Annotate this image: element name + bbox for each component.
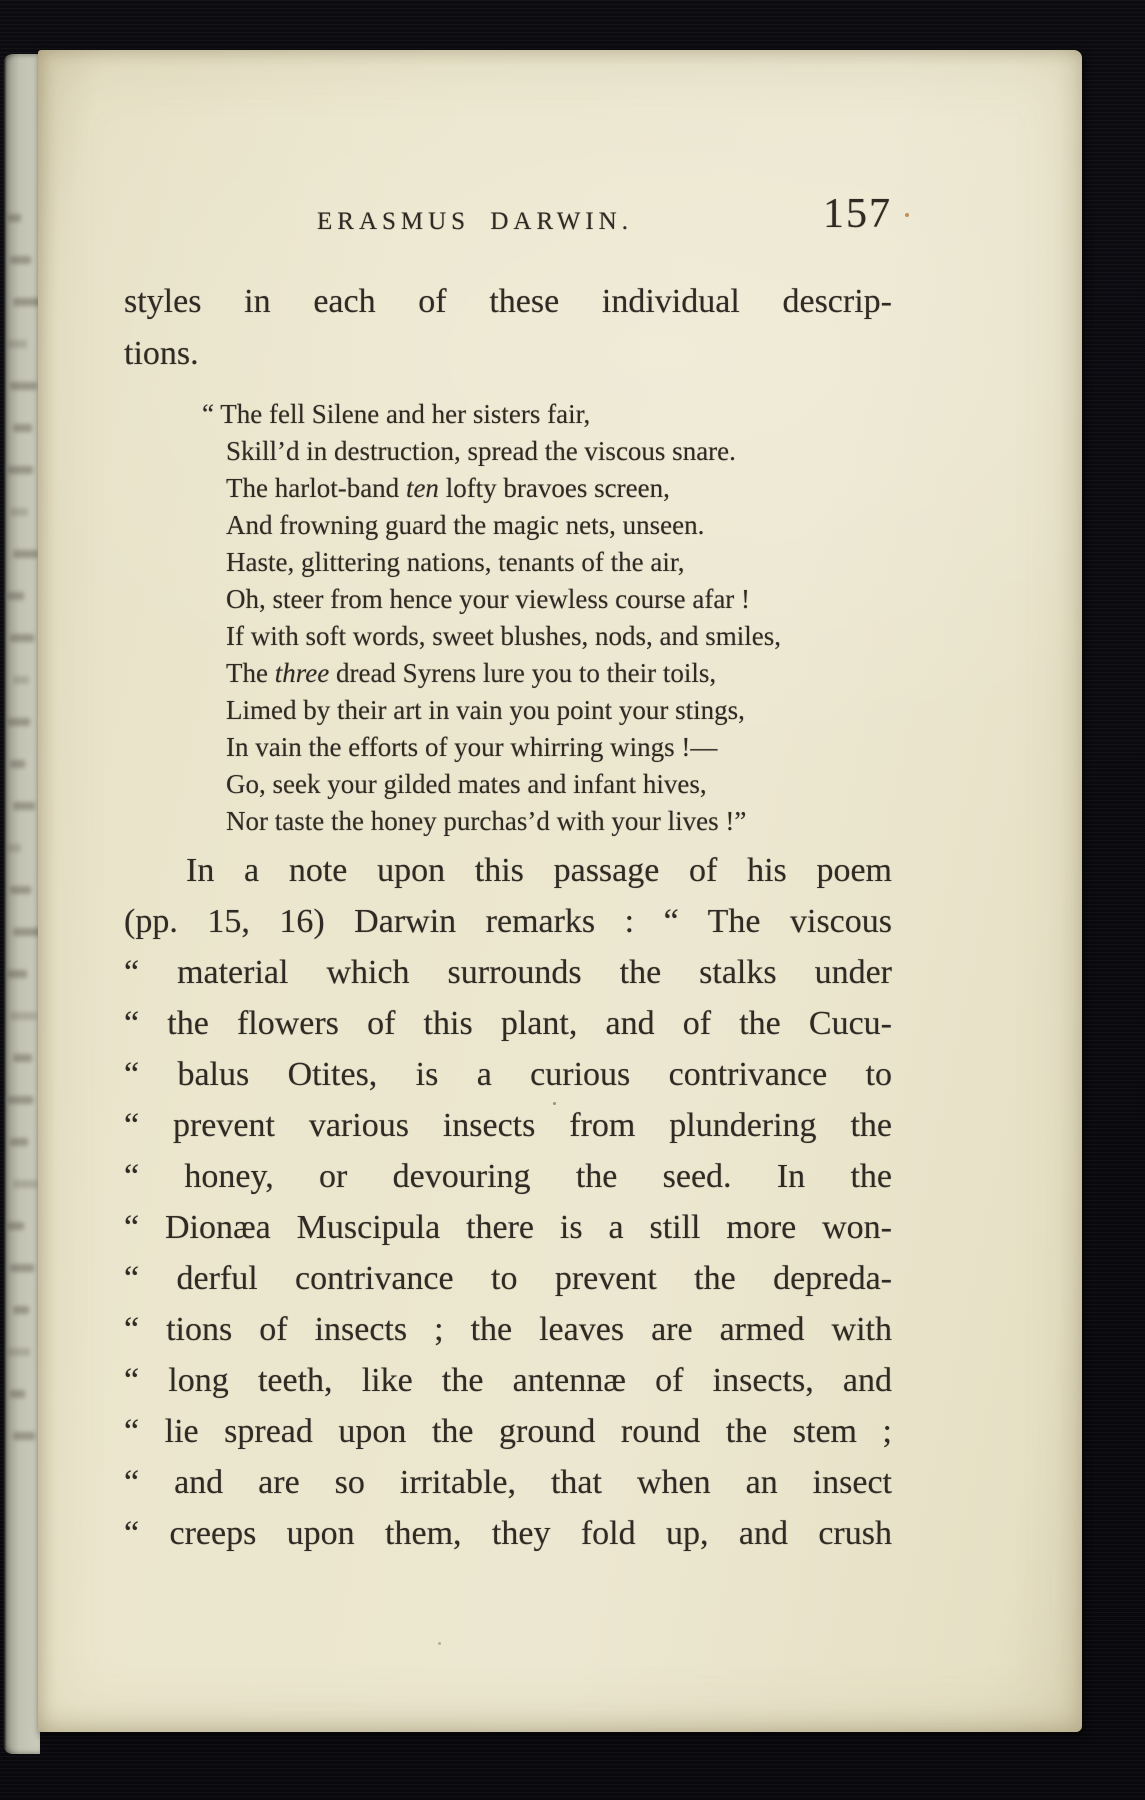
page-edge-text-ghost [13, 550, 38, 558]
poem-line [202, 766, 902, 803]
page-edge-text-ghost [7, 1222, 24, 1230]
poem-line [202, 470, 902, 507]
page-edge-text-ghost [10, 634, 34, 642]
page-edge-text-ghost [7, 592, 24, 600]
poem-text: Nor taste the honey purchas’d with your lives !” [226, 806, 747, 836]
opening-paragraph [124, 276, 892, 380]
paragraph-line: “ material which surrounds the stalks under [124, 954, 892, 991]
poem-text: Haste, glittering nations, tenants of the air, [226, 547, 685, 577]
poem-text: Limed by their art in vain you point your stings, [226, 695, 745, 725]
page-edge-text-ghost [7, 1096, 33, 1104]
poem-line [202, 396, 902, 433]
poem-text: Skill’d in destruction, spread the viscous snare. [226, 436, 736, 466]
page-edge-text-ghost [10, 760, 25, 768]
page-edge-text-ghost [7, 1348, 30, 1356]
page-edge-text-ghost [13, 802, 35, 810]
poem-line [202, 507, 902, 544]
page-edge-text-ghost [10, 1138, 28, 1146]
paragraph-line: “ and are so irritable, that when an insect [124, 1464, 892, 1501]
poem-text: “ The fell Silene and her sisters fair, [202, 399, 591, 429]
poem-line [202, 581, 902, 618]
poem-line [202, 544, 902, 581]
page-edge-text-ghost [10, 508, 28, 516]
page-edge-text-ghost [10, 1012, 37, 1020]
poem-line [202, 729, 902, 766]
page-edge-text-ghost [13, 676, 29, 684]
poem-line [202, 655, 902, 692]
left-page-edge-stack [3, 54, 40, 1754]
paragraph-line: “ balus Otites, is a curious contrivance to [124, 1056, 892, 1093]
poem-text: The [226, 658, 275, 688]
paper-speck [905, 213, 909, 217]
poem-line [202, 618, 902, 655]
poem-text: lofty bravoes screen, [438, 473, 670, 503]
paragraph-line: “ lie spread upon the ground round the stem ; [124, 1413, 892, 1450]
page-edge-text-ghost [13, 1432, 35, 1440]
page-edge-text-ghost [10, 886, 31, 894]
page-edge-text-ghost [10, 1264, 34, 1272]
poem-text: The harlot-band [226, 473, 406, 503]
paragraph-line: In a note upon this passage of his poem [186, 852, 892, 889]
paragraph-line: “ derful contrivance to prevent the depreda- [124, 1260, 892, 1297]
page-number: 157 [823, 191, 892, 237]
poem-line [202, 433, 902, 470]
paragraph-line: styles in each of these individual descrip- [124, 283, 892, 320]
poem-text: If with soft words, sweet blushes, nods, and smiles, [226, 621, 781, 651]
page-edge-text-ghost [7, 340, 27, 348]
page-edge-text-ghost [10, 382, 37, 390]
page-edge-text-ghost [13, 1306, 29, 1314]
paragraph-line: “ prevent various insects from plundering the [124, 1107, 892, 1144]
poem-text: In vain the efforts of your whirring wings !— [226, 732, 718, 762]
page-edge-text-ghost [7, 970, 27, 978]
page-edge-text-ghost [7, 466, 33, 474]
page-edge-text-ghost [10, 1390, 25, 1398]
page-edge-text-ghost [7, 844, 21, 852]
poem-italic-word: three [274, 658, 330, 688]
note-paragraph [124, 845, 892, 1559]
page-edge-text-ghost [7, 214, 21, 222]
page-edge-text-ghost [13, 1054, 32, 1062]
paragraph-line: “ long teeth, like the antennæ of insects, and [124, 1362, 892, 1399]
paragraph-line: tions. [124, 335, 199, 372]
poem-quotation [202, 396, 902, 840]
poem-text: And frowning guard the magic nets, unseen. [226, 510, 705, 540]
paper-speck [553, 1102, 556, 1105]
book-page [38, 50, 1082, 1732]
page-edge-text-ghost [10, 256, 31, 264]
poem-text: Oh, steer from hence your viewless course afar ! [226, 584, 751, 614]
paper-speck [438, 1642, 441, 1645]
poem-line [202, 692, 902, 729]
poem-italic-word: ten [405, 473, 439, 503]
paragraph-line: “ honey, or devouring the seed. In the [124, 1158, 892, 1195]
page-edge-text-ghost [13, 1180, 38, 1188]
paragraph-line: “ tions of insects ; the leaves are armed with [124, 1311, 892, 1348]
page-edge-text-ghost [13, 928, 41, 936]
poem-text: Go, seek your gilded mates and infant hives, [226, 769, 707, 799]
paragraph-line: (pp. 15, 16) Darwin remarks : “ The viscous [124, 903, 892, 940]
paragraph-line: “ Dionæa Muscipula there is a still more won- [124, 1209, 892, 1246]
poem-text: dread Syrens lure you to their toils, [329, 658, 717, 688]
paragraph-line: “ the flowers of this plant, and of the Cucu- [124, 1005, 892, 1042]
paragraph-line: “ creeps upon them, they fold up, and crush [124, 1515, 892, 1552]
page-edge-text-ghost [7, 718, 30, 726]
page-edge-text-ghost [13, 298, 41, 306]
page-edge-text-ghost [13, 424, 32, 432]
running-head-title: ERASMUS DARWIN. [317, 208, 633, 235]
poem-line [202, 803, 902, 840]
